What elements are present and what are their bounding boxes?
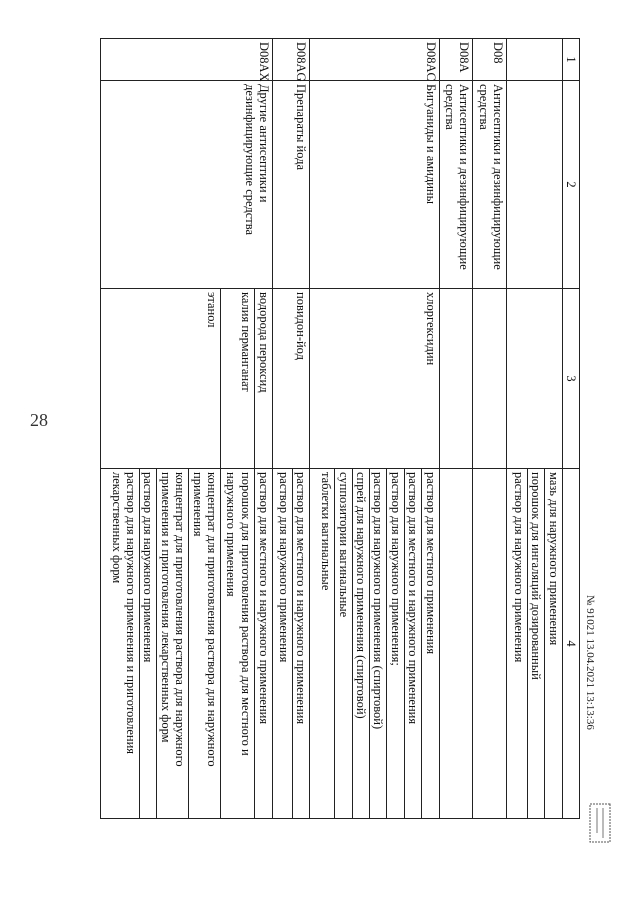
substance-cell: калия перманганат [220,289,254,469]
substance-cell: этанол [101,289,221,469]
substance-cell: хлоргексидин [310,289,439,469]
form-item: концентрат для приготовления раствора для наружного применения и приготовления лекарственных форм [156,469,188,818]
forms-cell [473,469,507,819]
code-cell [507,39,562,81]
table-row [507,39,562,819]
code-cell: D08AC [310,39,439,81]
code-cell: D08 [473,39,507,81]
form-item: порошок для ингаляций дозированный [527,469,544,818]
form-item: раствор для наружного применения и приготовления лекарственных форм [109,472,139,755]
form-item: раствор для местного и наружного применения [404,469,421,818]
forms-cell [507,469,562,819]
rotated-table-wrapper [100,38,580,818]
form-item: раствор для наружного применения [276,472,291,663]
form-item: раствор для наружного применения (спиртовой) [369,469,386,818]
code-cell: D08A [439,39,473,81]
group-cell: Препараты йода [273,81,310,289]
form-item: концентрат для приготовления раствора для наружного применения [188,469,220,818]
header-col-3: 3 [562,289,579,469]
group-cell: Антисептики и дезинфицирующие средства [473,81,507,289]
forms-cell [310,469,439,819]
header-col-1: 1 [562,39,579,81]
form-item: суппозитории вагинальные [334,469,351,818]
substance-cell [439,289,473,469]
forms-cell [220,469,254,819]
group-cell [507,81,562,289]
document-stamp-footer: № 91021 13.04.2021 13:13:36 [584,595,596,730]
form-item: таблетки вагинальные [319,472,334,591]
substance-cell: повидон-йод [273,289,310,469]
form-item: порошок для приготовления раствора для местного и наружного применения [224,472,253,756]
table-row [273,39,310,819]
form-item: раствор для местного и наружного применения [292,469,309,818]
forms-cell [101,469,221,819]
header-row [562,39,579,819]
form-item: спрей для наружного применения (спиртовой) [352,469,369,818]
group-cell: Бигуаниды и амидины [310,81,439,289]
form-item: раствор для наружного применения [139,469,156,818]
header-col-2: 2 [562,81,579,289]
substance-cell [507,289,562,469]
forms-cell [254,469,272,819]
drug-list-table [100,38,580,819]
group-cell: Антисептики и дезинфицирующие средства [439,81,473,289]
form-item: раствор для местного применения [421,469,438,818]
code-cell: D08AG [273,39,310,81]
form-item: раствор для наружного применения [511,472,526,663]
forms-cell [273,469,310,819]
table-row [473,39,507,819]
form-item: мазь для наружного применения [544,469,561,818]
form-item: раствор для местного и наружного применения [257,472,272,725]
table-row [254,39,272,819]
form-item: раствор для наружного применения; [386,469,403,818]
table-row [310,39,439,819]
header-col-4: 4 [562,469,579,819]
substance-cell [473,289,507,469]
code-cell: D08AX [101,39,273,81]
table-row [439,39,473,819]
page-number: 28 [30,410,48,430]
group-cell: Другие антисептики и дезинфицирующие средства [101,81,273,289]
registry-stamp-icon [589,803,611,843]
forms-cell [439,469,473,819]
substance-cell: водорода пероксид [254,289,272,469]
